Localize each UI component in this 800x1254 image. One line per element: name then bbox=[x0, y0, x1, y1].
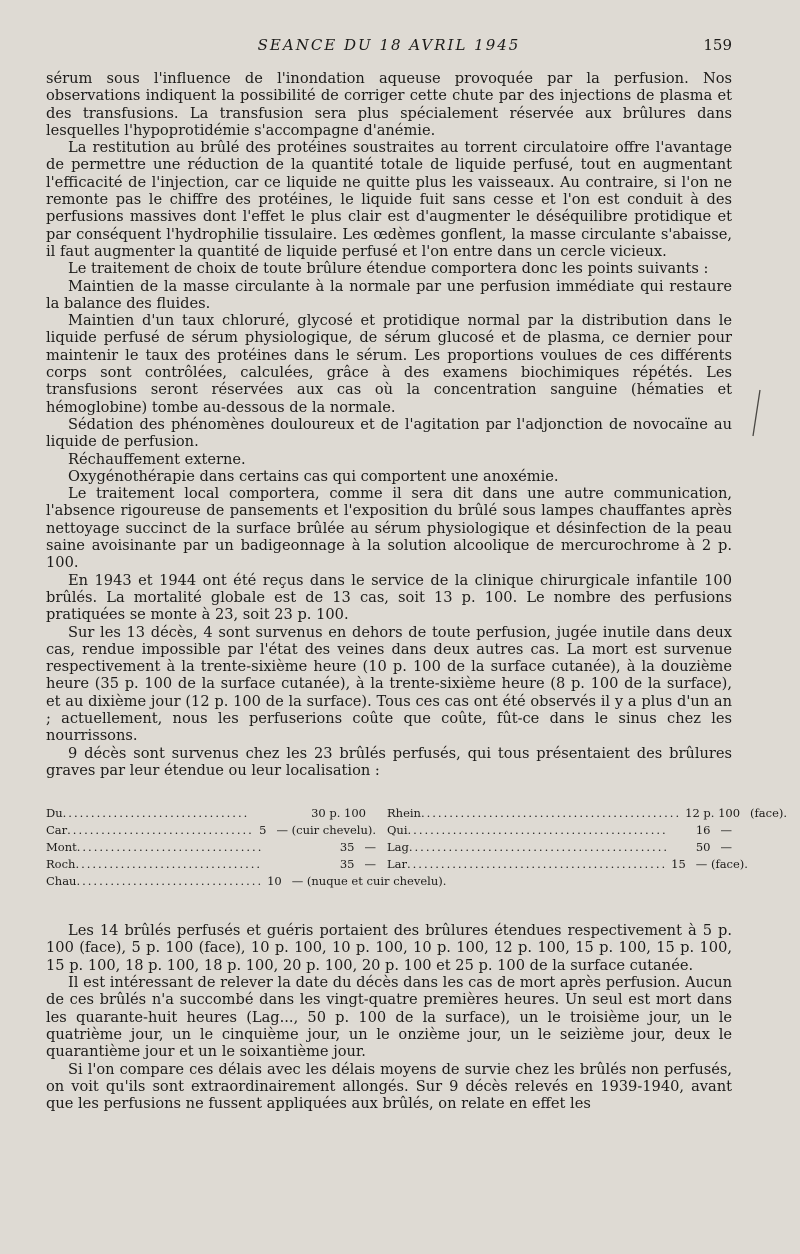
burn-percentage: 12 p. 100 bbox=[685, 806, 741, 821]
burn-note bbox=[366, 805, 376, 822]
page-number: 159 bbox=[703, 36, 732, 54]
paragraph: Sédation des phénomènes douloureux et de l'agitation par l'adjonction de novocaïne au liquide de perfusion. bbox=[46, 415, 732, 451]
table-row: Rhein .............................................. 12 p. 100 (face). bbox=[387, 806, 788, 821]
paragraph: Il est intéressant de relever la date du décès dans les cas de mort après perfusion. Aucun de ces brûlés n'a succombé dans les vingt-quatre premières heures. Un seul est mort dans les quarante-huit heures (Lag..., 50 p. 100 de la surface), un le troisième jour, un le quatrième jour, un le cinquième jour, un le onzième jour, un le seizième jour, deux le quarantième jour et un le soixantième jour. bbox=[46, 974, 732, 1061]
paragraph: La restitution au brûlé des protéines soustraites au torrent circulatoire offre l'avantage de permettre une réduction de la quantité totale de liquide perfusé, tout en augmentant l'efficacité de l'injection, car ce liquide ne quitte plus les vaisseaux. Au contraire, si l'on ne remonte pas le chiffre des protéines, le liquide fuit sans cesse et l'on est conduit à des perfusions massives dont l'effet le plus clair est d'augmenter le déséquilibre protidique et par conséquent l'hydrophilie tissulaire. Les œdèmes gonflent, la masse circulante s'abaisse, il faut augmenter la quantité de liquide perfusé et l'on entre dans un cercle vicieux. bbox=[46, 139, 732, 260]
table-row: Roch ................................. 35 — bbox=[46, 857, 376, 872]
paragraph: En 1943 et 1944 ont été reçus dans le service de la clinique chirurgicale infantile 100 brûlés. La mortalité globale est de 13 cas, soit 13 p. 100. Le nombre des perfusions pratiquées se monte à 23, soit 23 p. 100. bbox=[46, 571, 732, 624]
table-row: Qui .............................................. 16 — bbox=[387, 823, 732, 838]
burn-percentage: 16 bbox=[695, 823, 711, 838]
margin-pencil-mark-icon bbox=[750, 388, 762, 438]
paragraph: 9 décès sont survenus chez les 23 brûlés perfusés, qui tous présentaient des brûlures graves par leur étendue ou leur localisation : bbox=[46, 744, 732, 779]
running-title: SEANCE DU 18 AVRIL 1945 bbox=[257, 36, 521, 54]
burn-note: — (cuir chevelu). bbox=[276, 823, 376, 838]
burn-percentage: 5 bbox=[259, 823, 267, 838]
burn-percentage: 30 p. 100 bbox=[311, 806, 366, 821]
paragraph: Oxygénothérapie dans certains cas qui comportent une anoxémie. bbox=[68, 467, 559, 485]
paragraph: Maintien d'un taux chloruré, glycosé et protidique normal par la distribution dans le liquide perfusé de sérum physiologique, de sérum glucosé et de plasma, ce dernier pour maintenir le taux des protéines dans le sérum. Les proportions voulues de ces différents corps sont contrôlées, calculées, grâce à des examens biochimiques répétés. Les transfusions seront réservées aux cas où la concentration sanguine (hématies et hémoglobine) tombe au-dessous de la normale. bbox=[46, 312, 732, 416]
burn-percentage: 10 bbox=[267, 874, 282, 889]
burn-note: (face). bbox=[750, 806, 788, 821]
burn-percentage: 35 bbox=[339, 857, 355, 872]
deaths-table bbox=[46, 805, 788, 890]
burn-percentage: 50 bbox=[695, 840, 711, 855]
table-row: Chau ................................. 10 — (nuque et cuir chevelu). bbox=[46, 874, 447, 889]
table-row: Mont ................................. 35 — bbox=[46, 840, 376, 855]
patient-name: Car bbox=[46, 823, 68, 838]
burn-note: — bbox=[364, 857, 376, 872]
burn-percentage: 15 bbox=[671, 857, 686, 872]
patient-name: Lag bbox=[387, 840, 409, 855]
patient-name: Rhein bbox=[387, 806, 421, 821]
deaths-table-right-column bbox=[387, 805, 788, 890]
table-row: Lag .............................................. 50 — bbox=[387, 840, 732, 855]
paragraph: Les 14 brûlés perfusés et guéris portaient des brûlures étendues respectivement à 5 p. 100 (face), 5 p. 100 (face), 10 p. 100, 10 p. 100, 10 p. 100, 12 p. 100, 15 p. 100, 15 p. 100, 15 p. 100, 18 p. 100, 18 p. 100, 20 p. 100, 20 p. 100 et 25 p. 100 de la surface cutanée. bbox=[46, 922, 732, 974]
body-text-top bbox=[46, 70, 732, 779]
paragraph: Le traitement de choix de toute brûlure étendue comportera donc les points suivants : bbox=[68, 260, 709, 278]
page-header bbox=[46, 36, 732, 58]
patient-name: Chau bbox=[46, 874, 77, 889]
burn-note: — (nuque et cuir chevelu). bbox=[291, 874, 447, 889]
burn-note: — (face). bbox=[695, 857, 748, 872]
paragraph: Maintien de la masse circulante à la normale par une perfusion immédiate qui restaure la balance des fluides. bbox=[46, 277, 732, 312]
table-row: Lar .............................................. 15 — (face). bbox=[387, 857, 748, 872]
paragraph: sérum sous l'influence de l'inondation aqueuse provoquée par la perfusion. Nos observations indiquent la possibilité de corriger cette chute par des injections de plasma et des transfusions. La transfusion sera plus spécialement réservée aux brûlures dans lesquelles l'hypoprotidémie s'accompagne d'anémie. bbox=[46, 70, 732, 139]
body-text-bottom bbox=[46, 922, 732, 1112]
patient-name: Du bbox=[46, 806, 63, 821]
patient-name: Roch bbox=[46, 857, 76, 872]
table-row: Du ................................. 30 p. 100 bbox=[46, 805, 376, 822]
table-row: Car ................................. 5 — (cuir chevelu). bbox=[46, 823, 376, 838]
patient-name: Mont bbox=[46, 840, 77, 855]
paragraph: Le traitement local comportera, comme il sera dit dans une autre communication, l'absence rigoureuse de pansements et l'exposition du brûlé sous lampes chauffantes après nettoyage succinct de la surface brûlée au sérum physiologique et désinfection de la peau saine avoisinante par un badigeonnage à la solution alcoolique de mercurochrome à 2 p. 100. bbox=[46, 485, 732, 572]
burn-note: — bbox=[720, 823, 732, 838]
burn-note: — bbox=[364, 840, 376, 855]
burn-note: — bbox=[720, 840, 732, 855]
patient-name: Qui bbox=[387, 823, 408, 838]
patient-name: Lar bbox=[387, 857, 407, 872]
paragraph: Réchauffement externe. bbox=[68, 450, 246, 468]
paragraph: Si l'on compare ces délais avec les délais moyens de survie chez les brûlés non perfusés, on voit qu'ils sont extraordinairement allongés. Sur 9 décès relevés en 1939-1940, avant que les perfusions ne fussent appliquées aux brûlés, on relate en effet les bbox=[46, 1060, 732, 1113]
burn-percentage: 35 bbox=[339, 840, 355, 855]
paragraph: Sur les 13 décès, 4 sont survenus en dehors de toute perfusion, jugée inutile dans deux cas, rendue impossible par l'état des veines dans deux autres cas. La mort est survenue respectivement à la trente-sixième heure (10 p. 100 de la surface cutanée), à la douzième heure (35 p. 100 de la surface cutanée), à la trente-sixième heure (8 p. 100 de la surface), et au dixième jour (12 p. 100 de la surface). Tous ces cas ont été observés il y a plus d'un an ; actuellement, nous les perfuserions coûte que coûte, fût-ce dans le sinus chez les nourrissons. bbox=[46, 623, 732, 745]
